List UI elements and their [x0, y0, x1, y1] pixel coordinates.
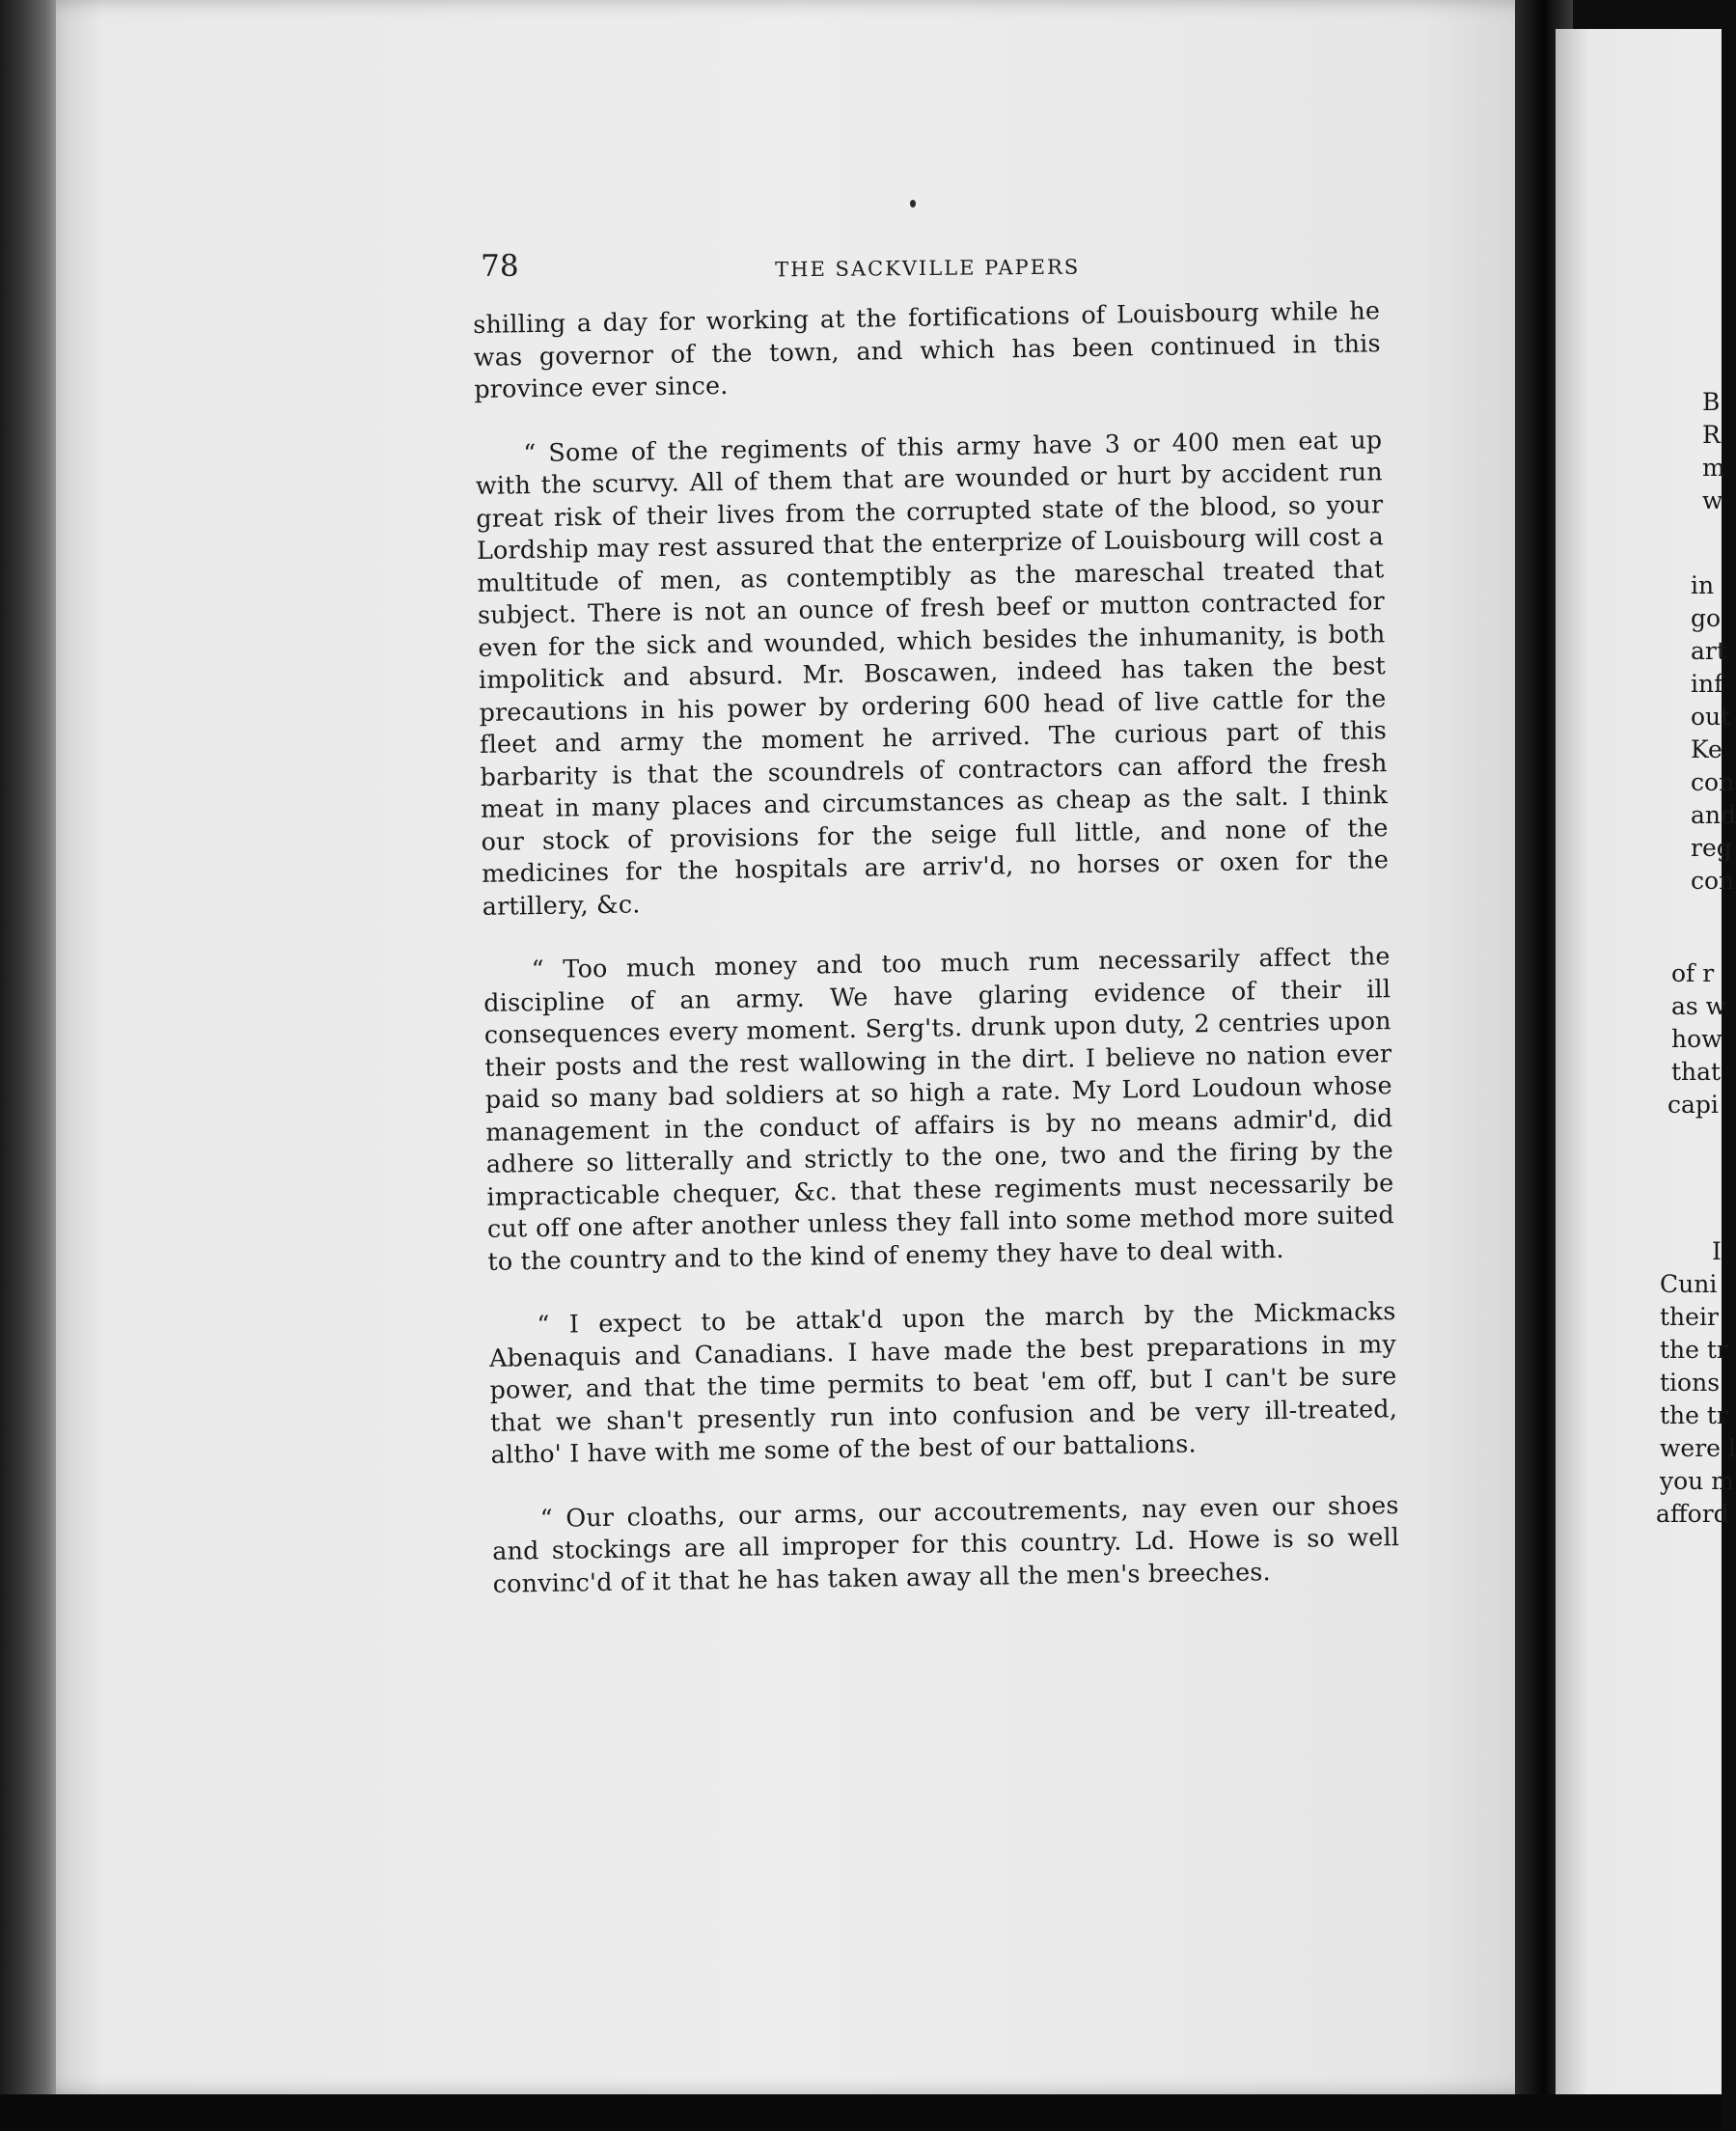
- facing-page-fragment: the tr: [1660, 1336, 1728, 1364]
- facing-page-fragment: m: [1702, 454, 1725, 482]
- paragraph: “ Our cloaths, our arms, our accoutrements, nay even our shoes and stockings are all improper for this country. Ld. Howe is so well convinc'd of it that he has taken away all the men's breeches.: [491, 1489, 1400, 1598]
- facing-page-fragment: I: [1712, 1237, 1722, 1265]
- facing-page-fragment: B: [1702, 388, 1721, 416]
- paragraph: “ Some of the regiments of this army have 3 or 400 men eat up with the scurvy. All of them that are wounded or hurt by accident run great risk of their lives from the corrupted state of the blood, so your Lordship may rest assured that the enterprize of Louisbourg will cost a multitude of men, as contemptibly as the mareschal treated that subject. There is not an ounce of fresh beef or mutton contracted for even for the sick and wounded, which besides the inhumanity, is both impolitick and absurd. Mr. Boscawen, indeed has taken the best precautions in his power by ordering 600 head of live cattle for the fleet and army the moment he arrived. The curious part of this barbarity is that the scoundrels of contractors can afford the fresh meat in many places and circumstances as cheap as the salt. I think our stock of provisions for the seige full little, and none of the medicines for the hospitals are arriv'd, no horses or oxen for the artillery, &c.: [475, 424, 1390, 921]
- body-text: [473, 294, 1400, 1632]
- facing-page-fragment: go: [1691, 604, 1722, 632]
- facing-page-fragment: reg: [1691, 834, 1732, 862]
- facing-page-fragment: in: [1691, 571, 1715, 599]
- facing-page-fragment: you m: [1660, 1467, 1734, 1495]
- facing-page-fragment: art: [1691, 637, 1726, 665]
- facing-page-fragment: how: [1671, 1025, 1722, 1053]
- facing-page-fragment: afford: [1656, 1500, 1729, 1528]
- paragraph: “ Too much money and too much rum necessarily affect the discipline of an army. We have glaring evidence of their ill consequences every moment. Serg'ts. drunk upon duty, 2 centries upon their posts and the rest wallowing in the dirt. I believe no nation ever paid so many bad soldiers at so high a rate. My Lord Loudoun whose management in the conduct of affairs is by no means admir'd, did adhere so litterally and strictly to the one, two and the firing by the impracticable chequer, &c. that these regiments must necessarily be cut off one after another unless they fall into some method more suited to the country and to the kind of enemy they have to deal with.: [483, 941, 1395, 1276]
- running-head: THE SACKVILLE PAPERS: [775, 255, 1081, 282]
- facing-page-fragment: con: [1691, 768, 1735, 796]
- page-number: 78: [481, 248, 519, 284]
- facing-page-fragment: their: [1660, 1303, 1719, 1331]
- facing-page-fragment: of r: [1671, 959, 1715, 987]
- facing-page-fragment: were l: [1660, 1434, 1736, 1462]
- facing-page-fragment: Cuni: [1660, 1270, 1718, 1298]
- facing-page-fragment: capi: [1667, 1091, 1719, 1119]
- facing-page-fragment: R: [1702, 421, 1721, 449]
- facing-page-fragment: as w: [1671, 992, 1727, 1020]
- facing-page-fragment: tions: [1660, 1369, 1721, 1397]
- facing-page-fragment: Ke: [1691, 735, 1722, 763]
- facing-page-fragment: inf: [1691, 670, 1723, 698]
- page-header: [481, 241, 1397, 297]
- facing-page-fragment: that: [1671, 1058, 1722, 1086]
- scan-bottom-edge: [0, 2094, 1722, 2131]
- facing-page-fragment: and: [1691, 801, 1736, 829]
- paragraph: shilling a day for working at the fortifications of Louisbourg while he was governor of the town, and which has been continued in this province ever since.: [473, 295, 1381, 403]
- facing-page-fragment: con: [1691, 867, 1735, 895]
- book-binding-left: [0, 0, 58, 2131]
- paragraph: “ I expect to be attak'd upon the march by the Mickmacks Abenaquis and Canadians. I have made the best preparations in my power, and that the time permits to beat 'em off, but I can't be sure that we shan't presently run into confusion and be very ill-treated, altho' I have with me some of the best of our battalions.: [488, 1296, 1398, 1469]
- facing-page-fragment: w: [1702, 486, 1723, 514]
- facing-page-fragment: out: [1691, 703, 1731, 731]
- facing-page-fragment: the tr: [1660, 1401, 1728, 1429]
- facing-page: [1556, 29, 1736, 2104]
- ink-speck: [910, 200, 916, 208]
- facing-page-text: [1556, 29, 1736, 2104]
